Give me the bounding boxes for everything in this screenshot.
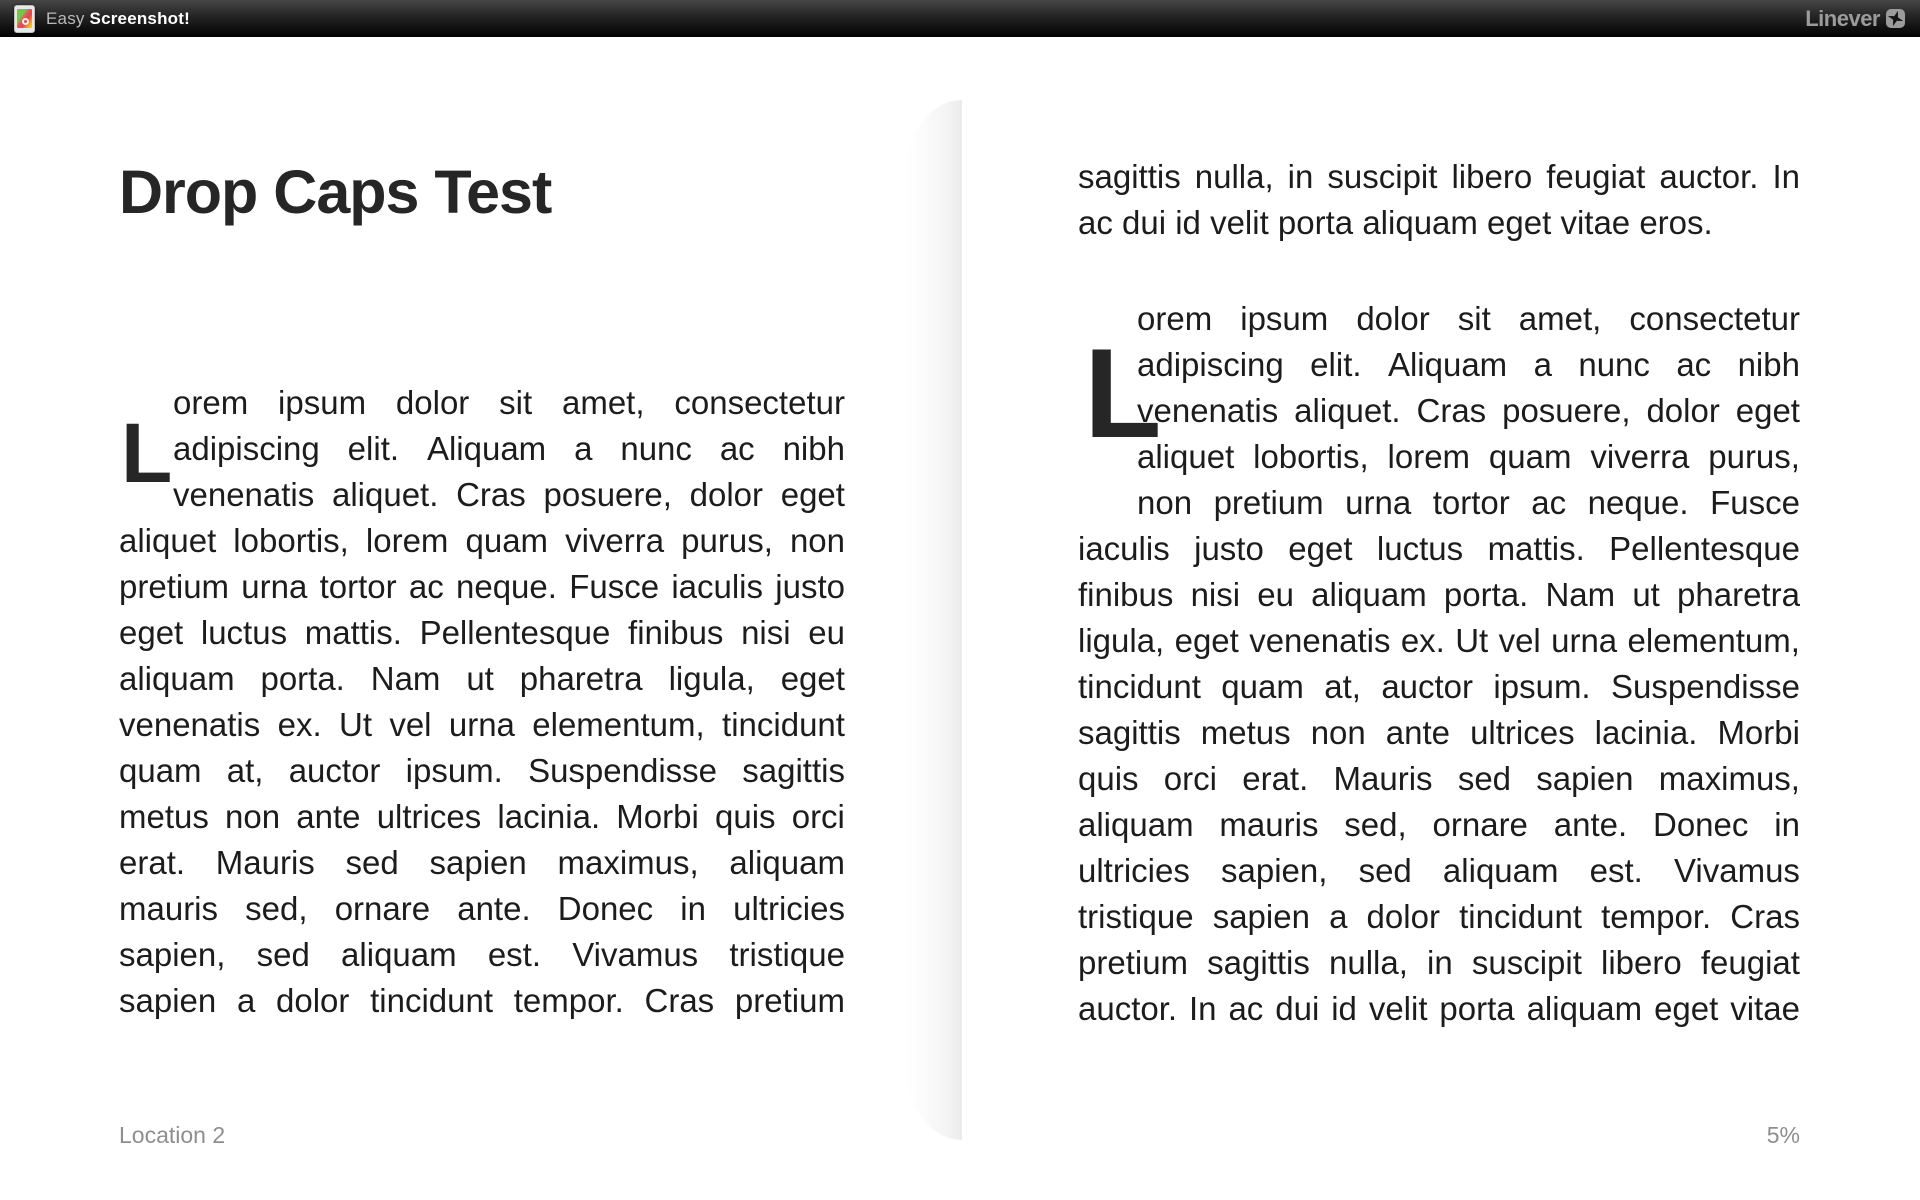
- text-line: pretium urna tortor ac neque. Fusce iaculis justo: [119, 568, 845, 605]
- text-line: ac dui id velit porta aliquam eget vitae eros.: [1078, 204, 1713, 241]
- text-line: metus non ante ultrices lacinia. Morbi quis orci: [119, 798, 845, 835]
- text-line: aliquam mauris sed, ornare ante. Donec in: [1078, 806, 1800, 843]
- easy-screenshot-app-icon: [14, 5, 35, 33]
- linever-pinwheel-icon: [1885, 8, 1906, 29]
- paragraph: [1078, 296, 1800, 1032]
- linever-logo: [1805, 6, 1906, 32]
- page-column-right[interactable]: [1078, 154, 1800, 1032]
- text-line: erat. Mauris sed sapien maximus, aliquam: [119, 844, 845, 881]
- top-bar: [0, 0, 1920, 37]
- text-line: ultricies sapien, sed aliquam est. Vivamus: [1078, 852, 1800, 889]
- text-line: finibus nisi eu aliquam porta. Nam ut pharetra: [1078, 576, 1800, 613]
- text-line: quam at, auctor ipsum. Suspendisse sagittis: [119, 752, 845, 789]
- text-line: sapien a dolor tincidunt tempor. Cras pretium: [119, 982, 845, 1019]
- text-line: venenatis aliquet. Cras posuere, dolor eget: [1137, 392, 1800, 429]
- text-line: aliquet lobortis, lorem quam viverra purus,: [1137, 438, 1800, 475]
- text-line: aliquam porta. Nam ut pharetra ligula, eget: [119, 660, 845, 697]
- text-line: adipiscing elit. Aliquam a nunc ac nibh: [1137, 346, 1800, 383]
- text-line: eget luctus mattis. Pellentesque finibus nisi eu: [119, 614, 845, 651]
- page-title: Drop Caps Test: [119, 158, 552, 226]
- text-line: sagittis nulla, in suscipit libero feugiat auctor. In: [1078, 158, 1800, 195]
- text-line: adipiscing elit. Aliquam a nunc ac nibh: [173, 430, 845, 467]
- text-line: venenatis ex. Ut vel urna elementum, tincidunt: [119, 706, 845, 743]
- brand-prefix: Easy: [46, 8, 85, 28]
- linever-logo-text: Linever: [1805, 5, 1880, 31]
- easy-screenshot-brand: [14, 5, 190, 33]
- text-line: iaculis justo eget luctus mattis. Pellentesque: [1078, 530, 1800, 567]
- text-line: auctor. In ac dui id velit porta aliquam eget vitae: [1078, 990, 1800, 1027]
- camera-lens-icon: [22, 18, 29, 25]
- text-line: quis orci erat. Mauris sed sapien maximus,: [1078, 760, 1800, 797]
- app-icon-screen: [17, 9, 32, 28]
- text-line: non pretium urna tortor ac neque. Fusce: [1137, 484, 1800, 521]
- brand-text: [46, 9, 190, 29]
- text-line: tristique sapien a dolor tincidunt tempor. Cras: [1078, 898, 1800, 935]
- paragraph: [1078, 154, 1800, 246]
- paragraph: [119, 380, 845, 1024]
- location-indicator: Location 2: [119, 1122, 226, 1148]
- drop-cap-letter: L: [121, 406, 173, 500]
- drop-cap-letter: L: [1084, 322, 1162, 464]
- text-line: sapien, sed aliquam est. Vivamus tristique: [119, 936, 845, 973]
- text-line: pretium sagittis nulla, in suscipit libero feugiat: [1078, 944, 1800, 981]
- text-line: mauris sed, ornare ante. Donec in ultricies: [119, 890, 845, 927]
- text-line: sagittis metus non ante ultrices lacinia. Morbi: [1078, 714, 1800, 751]
- text-line: orem ipsum dolor sit amet, consectetur: [173, 384, 845, 421]
- brand-name: Screenshot!: [89, 8, 190, 28]
- text-line: aliquet lobortis, lorem quam viverra purus, non: [119, 522, 845, 559]
- progress-percent: 5%: [1766, 1122, 1800, 1148]
- page-column-left[interactable]: [119, 380, 845, 1024]
- text-line: tincidunt quam at, auctor ipsum. Suspendisse: [1078, 668, 1800, 705]
- page-fold-shadow: [905, 100, 962, 1140]
- text-line: venenatis aliquet. Cras posuere, dolor eget: [173, 476, 845, 513]
- text-line: ligula, eget venenatis ex. Ut vel urna elementum,: [1078, 622, 1800, 659]
- text-line: orem ipsum dolor sit amet, consectetur: [1137, 300, 1800, 337]
